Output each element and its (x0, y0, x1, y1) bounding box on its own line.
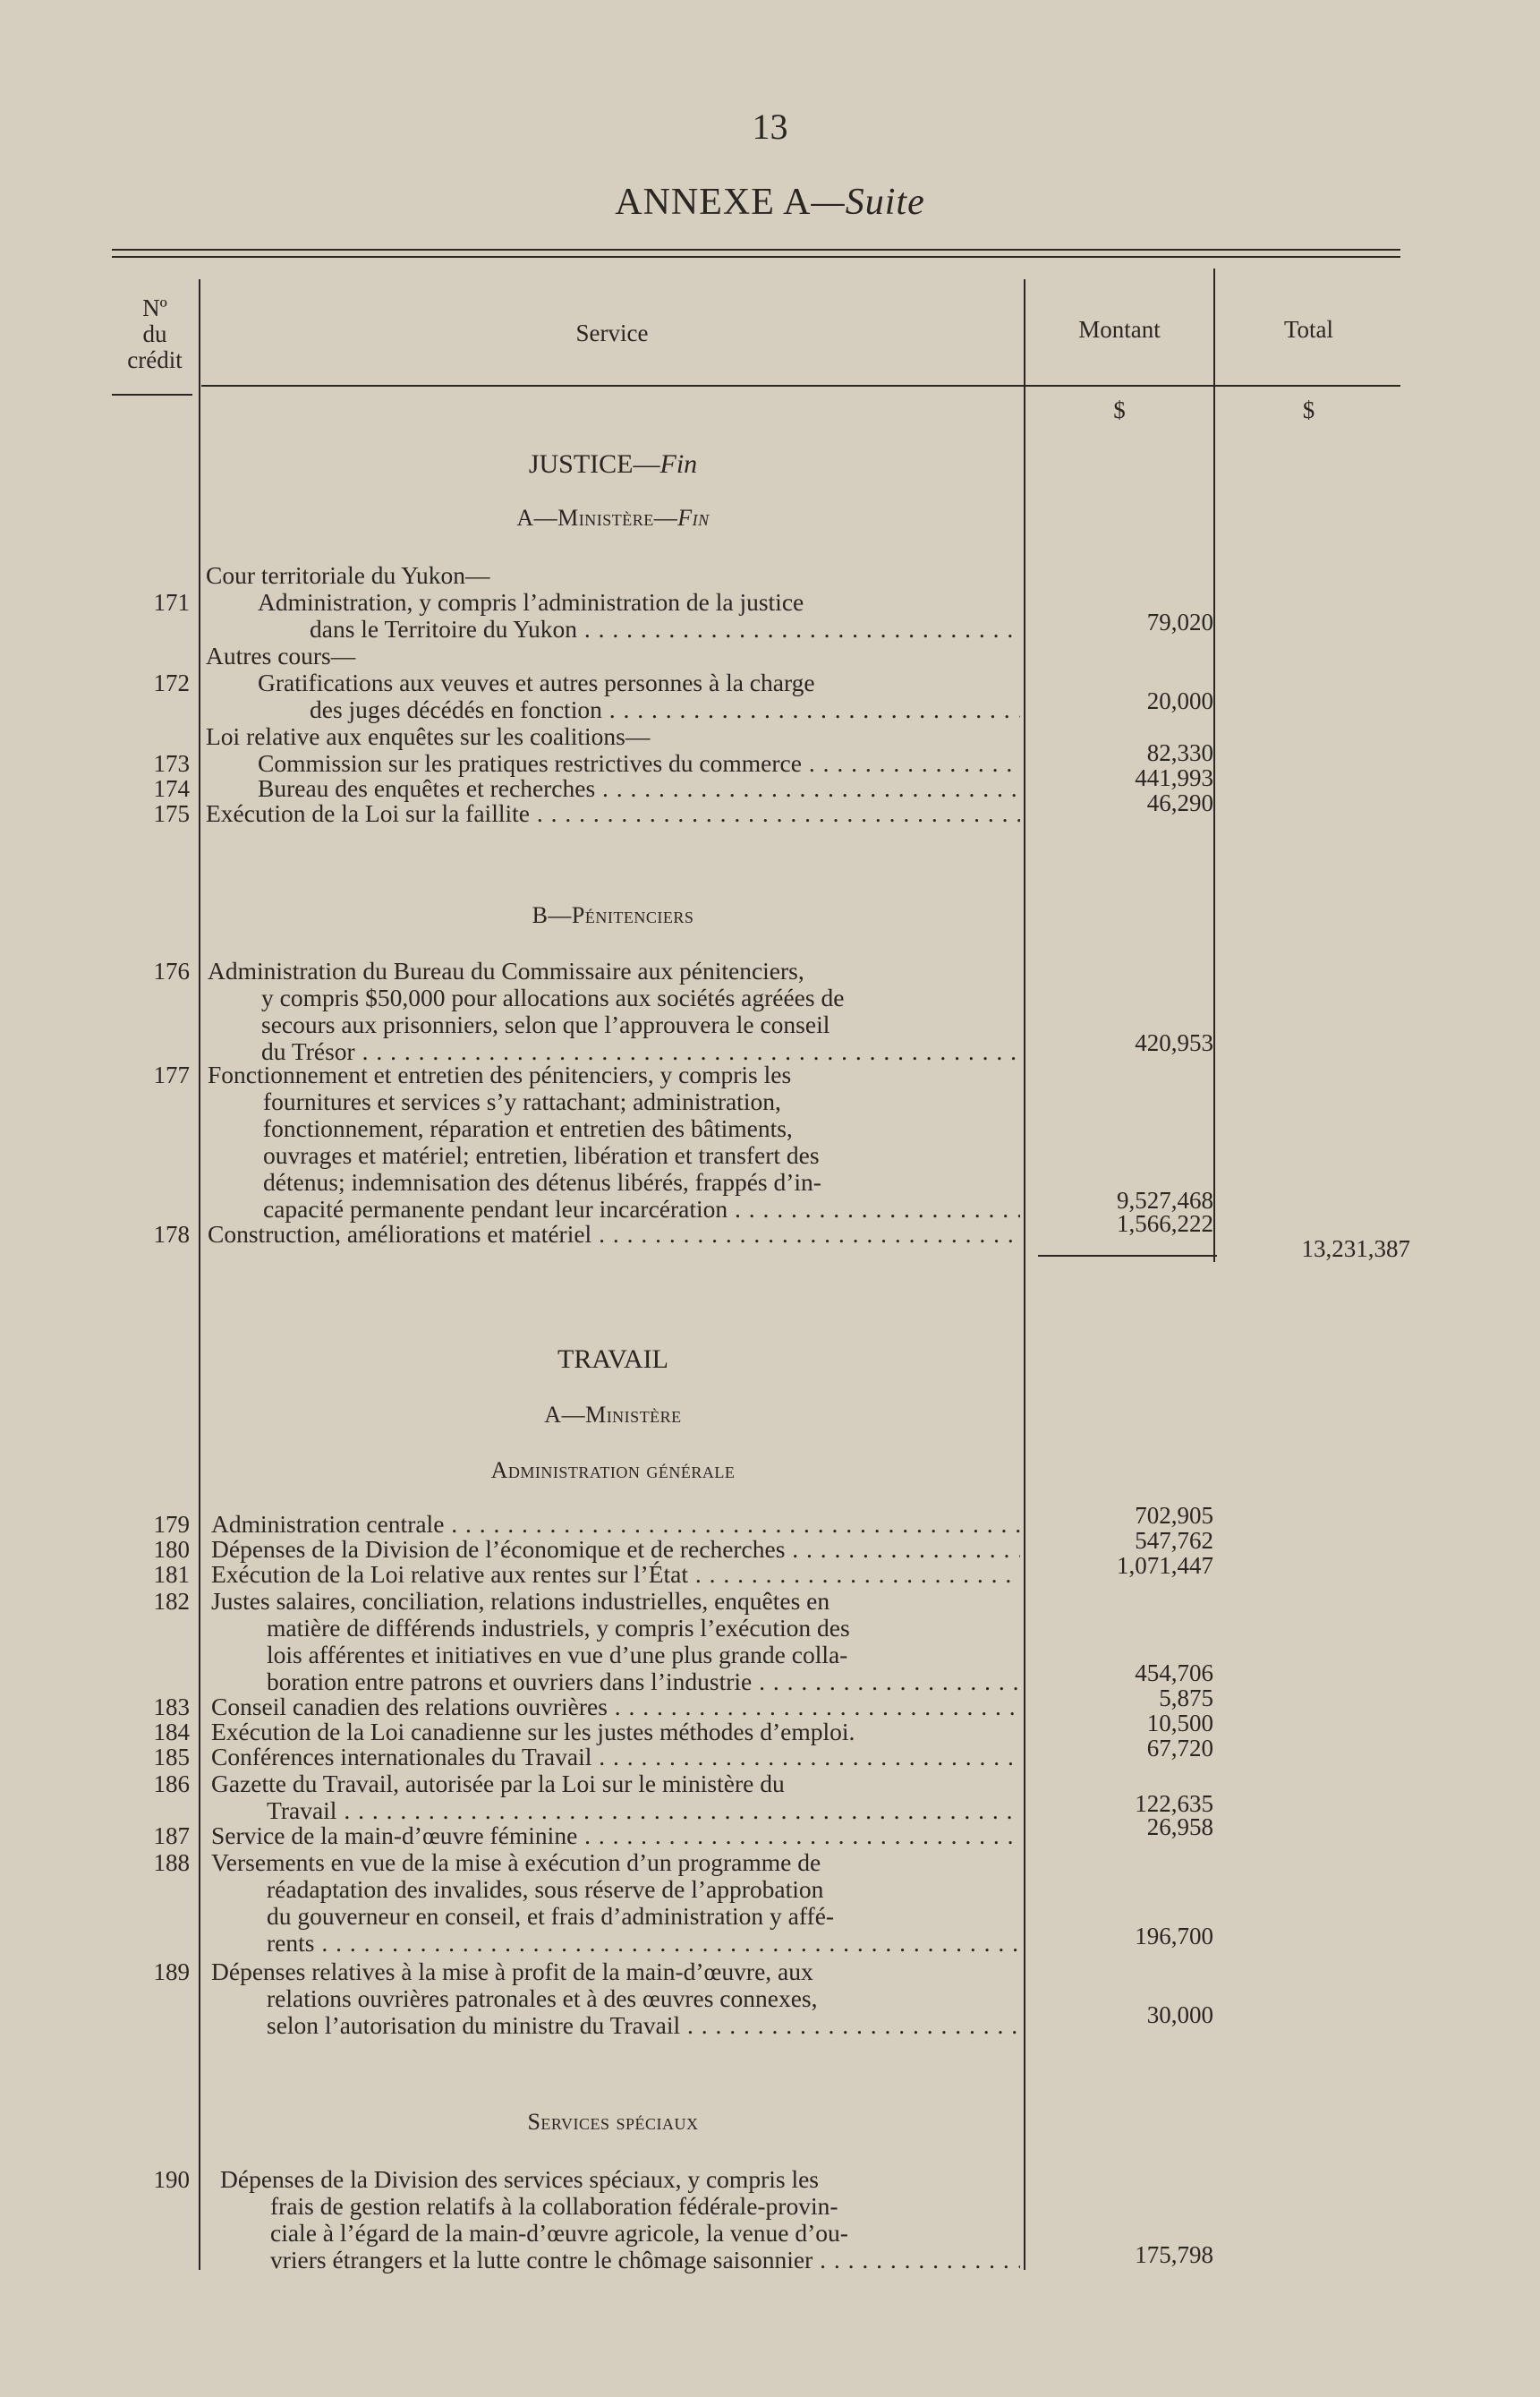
item-amount: 5,875 (1159, 1685, 1213, 1711)
credit-number: 177 (153, 1062, 190, 1088)
item-text: Conférences internationales du Travail . . . (211, 1744, 1020, 1770)
item-text: secours aux prisonniers, selon que l’approuvera le conseil (261, 1011, 830, 1038)
subsection-penitenciers: B—Pénitenciers (532, 902, 694, 928)
group-heading-autres-cours: Autres cours— (206, 642, 356, 670)
item-text: y compris $50,000 pour allocations aux sociétés agréées de (261, 984, 845, 1011)
title-rule-top (112, 249, 1400, 251)
item-text: Fonctionnement et entretien des pénitenciers, y compris les (208, 1061, 792, 1088)
item-amount: 30,000 (1146, 2001, 1213, 2028)
item-amount: 46,290 (1146, 789, 1213, 816)
credit-number: 181 (153, 1561, 190, 1588)
item-text: ouvrages et matériel; entretien, libération et transfert des (263, 1141, 820, 1169)
item-text: frais de gestion relatifs à la collaboration fédérale-provin- (270, 2192, 838, 2220)
item-text: vriers étrangers et la lutte contre le chômage saisonnier . . . (270, 2247, 1020, 2273)
credit-number: 178 (153, 1221, 190, 1248)
currency-total: $ (1302, 397, 1315, 423)
item-amount: 196,700 (1135, 1923, 1213, 1949)
item-text: détenus; indemnisation des détenus libérés, frappés d’in- (263, 1168, 821, 1196)
credit-number: 172 (153, 670, 190, 696)
title-main: ANNEXE A (615, 182, 812, 223)
subsection-justice-ministere (206, 505, 1020, 532)
item-text: Construction, améliorations et matériel . . . (208, 1221, 1020, 1248)
item-text: rents . . . (267, 1930, 1020, 1957)
group-heading-yukon: Cour territoriale du Yukon— (206, 561, 490, 589)
item-amount: 122,635 (1135, 1790, 1213, 1817)
item-text: Justes salaires, conciliation, relations industrielles, enquêtes en (211, 1587, 830, 1615)
credit-number: 179 (153, 1511, 190, 1538)
item-text: dans le Territoire du Yukon . . . (310, 616, 1020, 643)
section-total: 13,231,387 (1301, 1235, 1410, 1262)
subsection-travail-ministere: A—Ministère (544, 1402, 682, 1428)
item-text: Dépenses relatives à la mise à profit de la main-d’œuvre, aux (211, 1958, 813, 1985)
header-montant: Montant (1078, 316, 1161, 343)
item-text: Conseil canadien des relations ouvrières . . . (211, 1693, 1020, 1720)
subsection-justice-ministere-suffix: Fin (677, 505, 710, 531)
item-text: Exécution de la Loi canadienne sur les justes méthodes d’emploi. (211, 1718, 855, 1745)
item-text: relations ouvrières patronales et à des œuvres connexes, (267, 1984, 818, 2012)
item-text: Administration du Bureau du Commissaire aux pénitenciers, (208, 957, 804, 985)
credit-number: 185 (153, 1744, 190, 1770)
credit-number: 171 (153, 589, 190, 616)
item-amount: 441,993 (1135, 764, 1213, 791)
item-text: Administration, y compris l’administration de la justice (258, 588, 804, 616)
header-rule-credit (112, 394, 192, 396)
group-heading-coalitions: Loi relative aux enquêtes sur les coalitions— (206, 722, 651, 750)
column-divider-credit (199, 279, 200, 2270)
credit-number: 176 (153, 958, 190, 985)
item-amount: 702,905 (1135, 1502, 1213, 1529)
currency-montant: $ (1113, 397, 1126, 423)
page-number: 13 (752, 107, 788, 147)
header-credit-line3: crédit (127, 346, 183, 373)
subsection-justice-ministere-text: A—Ministère— (516, 505, 678, 531)
credit-number: 183 (153, 1693, 190, 1720)
item-text: du Trésor . . . (261, 1038, 1020, 1065)
item-text: Gazette du Travail, autorisée par la Loi sur le ministère du (211, 1770, 785, 1797)
item-text: Service de la main-d’œuvre féminine . . . (211, 1822, 1020, 1849)
item-text: Dépenses de la Division des services spéciaux, y compris les (220, 2165, 819, 2193)
item-text: ciale à l’égard de la main-d’œuvre agricole, la venue d’ou- (270, 2219, 848, 2247)
credit-number: 188 (153, 1849, 190, 1876)
column-divider-montant (1213, 269, 1215, 1262)
credit-number: 186 (153, 1770, 190, 1797)
item-text: capacité permanente pendant leur incarcération . . . (263, 1196, 1020, 1223)
section-justice-suffix: Fin (659, 449, 698, 479)
item-amount: 547,762 (1135, 1527, 1213, 1554)
credit-number: 187 (153, 1822, 190, 1849)
credit-number: 173 (153, 750, 190, 777)
item-amount: 454,706 (1135, 1659, 1213, 1686)
section-justice-text: JUSTICE— (528, 449, 660, 479)
item-text: réadaptation des invalides, sous réserve de l’approbation (267, 1875, 824, 1903)
page-title (0, 181, 1540, 224)
item-text: du gouverneur en conseil, et frais d’administration y affé- (267, 1902, 835, 1930)
item-amount: 67,720 (1146, 1735, 1213, 1761)
item-text: selon l’autorisation du ministre du Travail . . . (267, 2012, 1020, 2039)
item-text: Gratifications aux veuves et autres personnes à la charge (258, 669, 815, 696)
item-amount: 420,953 (1135, 1029, 1213, 1056)
credit-number: 180 (153, 1536, 190, 1563)
item-amount: 175,798 (1135, 2241, 1213, 2268)
credit-number: 184 (153, 1719, 190, 1745)
header-credit-line1: Nº (142, 294, 167, 321)
credit-number: 182 (153, 1588, 190, 1615)
credit-number: 175 (153, 800, 190, 827)
credit-number: 190 (153, 2166, 190, 2193)
title-rule-bottom (112, 256, 1400, 258)
item-text: Dépenses de la Division de l’économique et de recherches . . . (211, 1536, 1020, 1563)
item-text: Versements en vue de la mise à exécution d’un programme de (211, 1848, 821, 1876)
column-divider-service (1024, 279, 1025, 2270)
item-text: Travail . . . (267, 1797, 1020, 1824)
item-text: fournitures et services s’y rattachant; administration, (263, 1088, 781, 1115)
item-text: Administration centrale . . . (211, 1511, 1020, 1538)
credit-number: 189 (153, 1958, 190, 1985)
item-text: Bureau des enquêtes et recherches . . . (258, 775, 1020, 802)
subtotal-rule (1038, 1255, 1217, 1257)
credit-number: 174 (153, 775, 190, 802)
item-text: Commission sur les pratiques restrictives du commerce . . . (258, 750, 1020, 777)
title-suffix: —Suite (811, 182, 925, 223)
item-amount: 79,020 (1146, 609, 1213, 636)
header-total: Total (1283, 316, 1334, 343)
header-service: Service (575, 320, 649, 346)
item-text: lois afférentes et initiatives en vue d’une plus grande colla- (267, 1641, 848, 1668)
section-travail: TRAVAIL (557, 1344, 668, 1374)
section-justice (206, 449, 1020, 480)
header-credit-line2: du (142, 320, 167, 347)
header-rule (201, 385, 1400, 387)
item-text: Exécution de la Loi sur la faillite . . . (206, 800, 1020, 827)
item-text: des juges décédés en fonction . . . (310, 696, 1020, 723)
item-amount: 10,500 (1146, 1710, 1213, 1736)
subsection-services-speciaux: Services spéciaux (527, 2109, 699, 2135)
header-credit (112, 295, 198, 373)
item-amount: 1,071,447 (1117, 1552, 1213, 1579)
item-amount: 20,000 (1146, 687, 1213, 714)
item-text: matière de différends industriels, y compris l’exécution des (267, 1614, 850, 1642)
item-amount: 26,958 (1146, 1813, 1213, 1840)
item-text: boration entre patrons et ouvriers dans l’industrie . . . (267, 1668, 1020, 1695)
item-amount: 9,527,468 (1117, 1187, 1213, 1214)
subsection-admin-generale: Administration générale (490, 1457, 736, 1483)
item-text: fonctionnement, réparation et entretien des bâtiments, (263, 1114, 793, 1142)
item-text: Exécution de la Loi relative aux rentes sur l’État . . . (211, 1561, 1020, 1588)
item-amount: 82,330 (1146, 739, 1213, 766)
item-amount: 1,566,222 (1117, 1210, 1213, 1237)
